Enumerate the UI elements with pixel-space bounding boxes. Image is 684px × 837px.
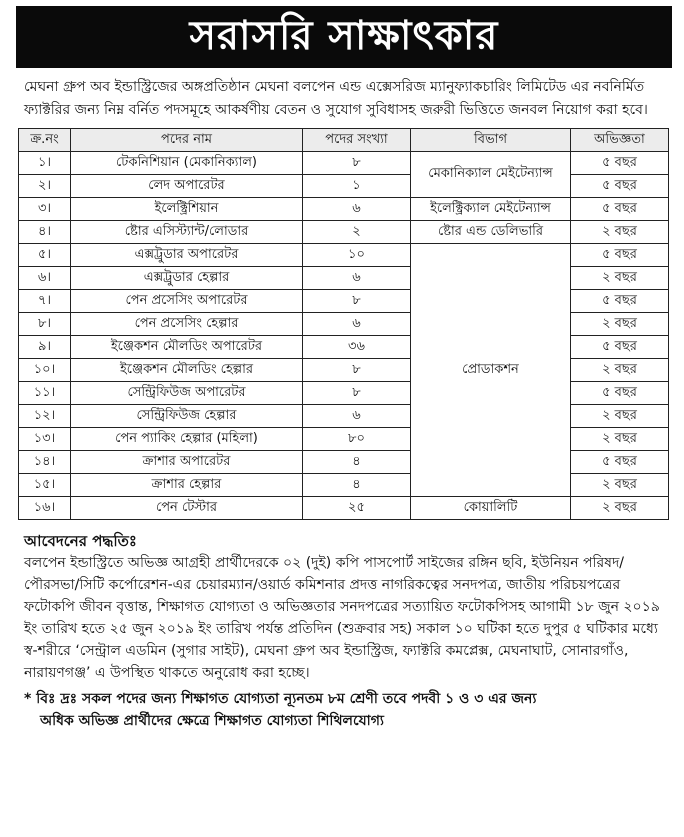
row-serial: ৯।: [19, 336, 71, 359]
row-serial: ১৪।: [19, 451, 71, 474]
application-body: বলপেন ইন্ডাস্ট্রিতে অভিজ্ঞ আগ্রহী প্রার্থীদেরকে ০২ (দুই) কপি পাসপোর্ট সাইজের রঙ্গিন ছবি, ইউনিয়ন পরিষদ/পৌরসভা/সিটি কর্পোরেশন-এর চেয়ারম্যান/ওয়ার্ড কমিশনার প্রদত্ত নাগরিকত্বের সনদপত্র, জাতীয় পরিচয়পত্রের ফটোকপি জীবন বৃত্তান্ত, শিক্ষাগত যোগ্যতা ও অভিজ্ঞতার সনদপত্রের সত্যায়িত ফটোকপিসহ আগামী ১৮ জুন ২০১৯ ইং তারিখ হতে ২৫ জুন ২০১৯ ইং তারিখ পর্যন্ত প্রতিদিন (শুক্রবার সহ) সকাল ১০ ঘটিকা হতে দুপুর ৫ ঘটিকার মধ্যে স্ব-শরীরে ‘সেন্ট্রাল এডমিন (সুগার সাইট), মেঘনা গ্রুপ অব ইন্ডাস্ট্রিজ, ফ্যাক্টরি কমপ্লেক্স, মেঘনাঘাট, সোনারগাঁও, নারায়ণগঞ্জ’ এ উপস্থিত থাকতে অনুরোধ করা হচ্ছে।: [24, 555, 660, 681]
table-row: [19, 152, 669, 175]
row-post-count: ১০: [303, 244, 411, 267]
row-post-name: এক্সট্রুডার অপারেটর: [71, 244, 303, 267]
row-post-name: পেন প্যাকিং হেল্পার (মহিলা): [71, 428, 303, 451]
row-serial: ৩।: [19, 198, 71, 221]
table-row: [19, 313, 669, 336]
row-experience: ২ বছর: [571, 405, 669, 428]
page-title: সরাসরি সাক্ষাৎকার: [16, 6, 672, 68]
row-experience: ২ বছর: [571, 474, 669, 497]
row-experience: ৫ বছর: [571, 451, 669, 474]
row-post-name: ক্রাশার হেল্পার: [71, 474, 303, 497]
row-post-name: সেন্ট্রিফিউজ হেল্পার: [71, 405, 303, 428]
row-post-name: সেন্ট্রিফিউজ অপারেটর: [71, 382, 303, 405]
row-experience: ২ বছর: [571, 313, 669, 336]
row-experience: ২ বছর: [571, 428, 669, 451]
row-serial: ৮।: [19, 313, 71, 336]
table-row: [19, 267, 669, 290]
row-post-count: ৮: [303, 382, 411, 405]
row-post-count: ৩৬: [303, 336, 411, 359]
row-post-name: পেন প্রসেসিং অপারেটর: [71, 290, 303, 313]
row-serial: ৪।: [19, 221, 71, 244]
row-post-count: ৮০: [303, 428, 411, 451]
header-serial: ক্র.নং: [19, 129, 71, 152]
row-experience: ৫ বছর: [571, 336, 669, 359]
row-serial: ৬।: [19, 267, 71, 290]
table-row: [19, 221, 669, 244]
row-post-name: পেন টেস্টার: [71, 497, 303, 520]
row-experience: ৫ বছর: [571, 244, 669, 267]
table-row: [19, 336, 669, 359]
table-row: [19, 474, 669, 497]
row-post-count: ৮: [303, 359, 411, 382]
row-serial: ১৩।: [19, 428, 71, 451]
row-experience: ৫ বছর: [571, 290, 669, 313]
department-production: প্রোডাকশন: [411, 244, 571, 497]
row-serial: ১১।: [19, 382, 71, 405]
table-row: [19, 497, 669, 520]
header-post-name: পদের নাম: [71, 129, 303, 152]
row-post-count: ২৫: [303, 497, 411, 520]
row-post-name: লেদ অপারেটর: [71, 175, 303, 198]
header-post-count: পদের সংখ্যা: [303, 129, 411, 152]
application-heading: আবেদনের পদ্ধতিঃ: [24, 532, 137, 550]
note-line-2: অধিক অভিজ্ঞ প্রার্থীদের ক্ষেত্রে শিক্ষাগত যোগ্যতা শিথিলযোগ্য: [40, 713, 384, 729]
row-post-name: টেকনিশিয়ান (মেকানিক্যাল): [71, 152, 303, 175]
row-serial: ৫।: [19, 244, 71, 267]
table-row: [19, 382, 669, 405]
table-row: [19, 359, 669, 382]
row-post-count: ৬: [303, 198, 411, 221]
row-experience: ২ বছর: [571, 221, 669, 244]
table-row: [19, 428, 669, 451]
row-serial: ২।: [19, 175, 71, 198]
row-post-name: ইঞ্জেকশন মৌলডিং অপারেটর: [71, 336, 303, 359]
row-experience: ৫ বছর: [571, 175, 669, 198]
row-experience: ৫ বছর: [571, 152, 669, 175]
header-experience: অভিজ্ঞতা: [571, 129, 669, 152]
row-post-name: ইলেক্ট্রিশিয়ান: [71, 198, 303, 221]
application-section: [24, 530, 672, 684]
row-serial: ১২।: [19, 405, 71, 428]
row-post-name: ইঞ্জেকশন মৌলডিং হেল্পার: [71, 359, 303, 382]
row-post-count: ১: [303, 175, 411, 198]
table-row: [19, 175, 669, 198]
note-line-1: * বিঃ দ্রঃ সকল পদের জন্য শিক্ষাগত যোগ্যতা ন্যূনতম ৮ম শ্রেণী তবে পদবী ১ ও ৩ এর জন্য: [24, 691, 537, 707]
row-serial: ১৫।: [19, 474, 71, 497]
row-post-count: ৮: [303, 152, 411, 175]
row-post-count: ৬: [303, 267, 411, 290]
row-post-count: ৪: [303, 474, 411, 497]
special-note: [24, 688, 672, 732]
row-experience: ২ বছর: [571, 497, 669, 520]
department-mechanical: মেকানিক্যাল মেইটেন্যান্স: [411, 152, 571, 198]
table-row: [19, 405, 669, 428]
row-post-count: ৮: [303, 290, 411, 313]
table-row: [19, 290, 669, 313]
row-experience: ৫ বছর: [571, 382, 669, 405]
job-advertisement: [0, 6, 684, 837]
row-serial: ৭।: [19, 290, 71, 313]
row-post-count: ৪: [303, 451, 411, 474]
row-post-name: ষ্টোর এসিস্ট্যান্ট/লোডার: [71, 221, 303, 244]
row-post-count: ৬: [303, 405, 411, 428]
row-serial: ১০।: [19, 359, 71, 382]
row-serial: ১।: [19, 152, 71, 175]
row-experience: ২ বছর: [571, 267, 669, 290]
row-post-count: ২: [303, 221, 411, 244]
header-department: বিভাগ: [411, 129, 571, 152]
table-row: [19, 198, 669, 221]
table-row: [19, 244, 669, 267]
row-post-count: ৬: [303, 313, 411, 336]
table-header-row: [19, 129, 669, 152]
department-store: ষ্টোর এন্ড ডেলিভারি: [411, 221, 571, 244]
row-post-name: এক্সট্রুডার হেল্পার: [71, 267, 303, 290]
row-serial: ১৬।: [19, 497, 71, 520]
table-row: [19, 451, 669, 474]
intro-paragraph: মেঘনা গ্রুপ অব ইন্ডাস্ট্রিজের অঙ্গপ্রতিষ্ঠান মেঘনা বলপেন এন্ড এক্সেসরিজ ম্যানুফ্যাকচারিং লিমিটেড এর নবনির্মিত ফ্যাক্টরির জন্য নিম্ন বর্নিত পদসমূহে আকর্ষণীয় বেতন ও সুযোগ সুবিধাসহ জরুরী ভিত্তিতে জনবল নিয়োগ করা হবে।: [24, 79, 648, 118]
row-experience: ২ বছর: [571, 359, 669, 382]
job-table: [18, 128, 669, 520]
row-experience: ৫ বছর: [571, 198, 669, 221]
department-quality: কোয়ালিটি: [411, 497, 571, 520]
department-electrical: ইলেক্ট্রিক্যাল মেইটেন্যান্স: [411, 198, 571, 221]
row-post-name: পেন প্রসেসিং হেল্পার: [71, 313, 303, 336]
row-post-name: ক্রাশার অপারেটর: [71, 451, 303, 474]
